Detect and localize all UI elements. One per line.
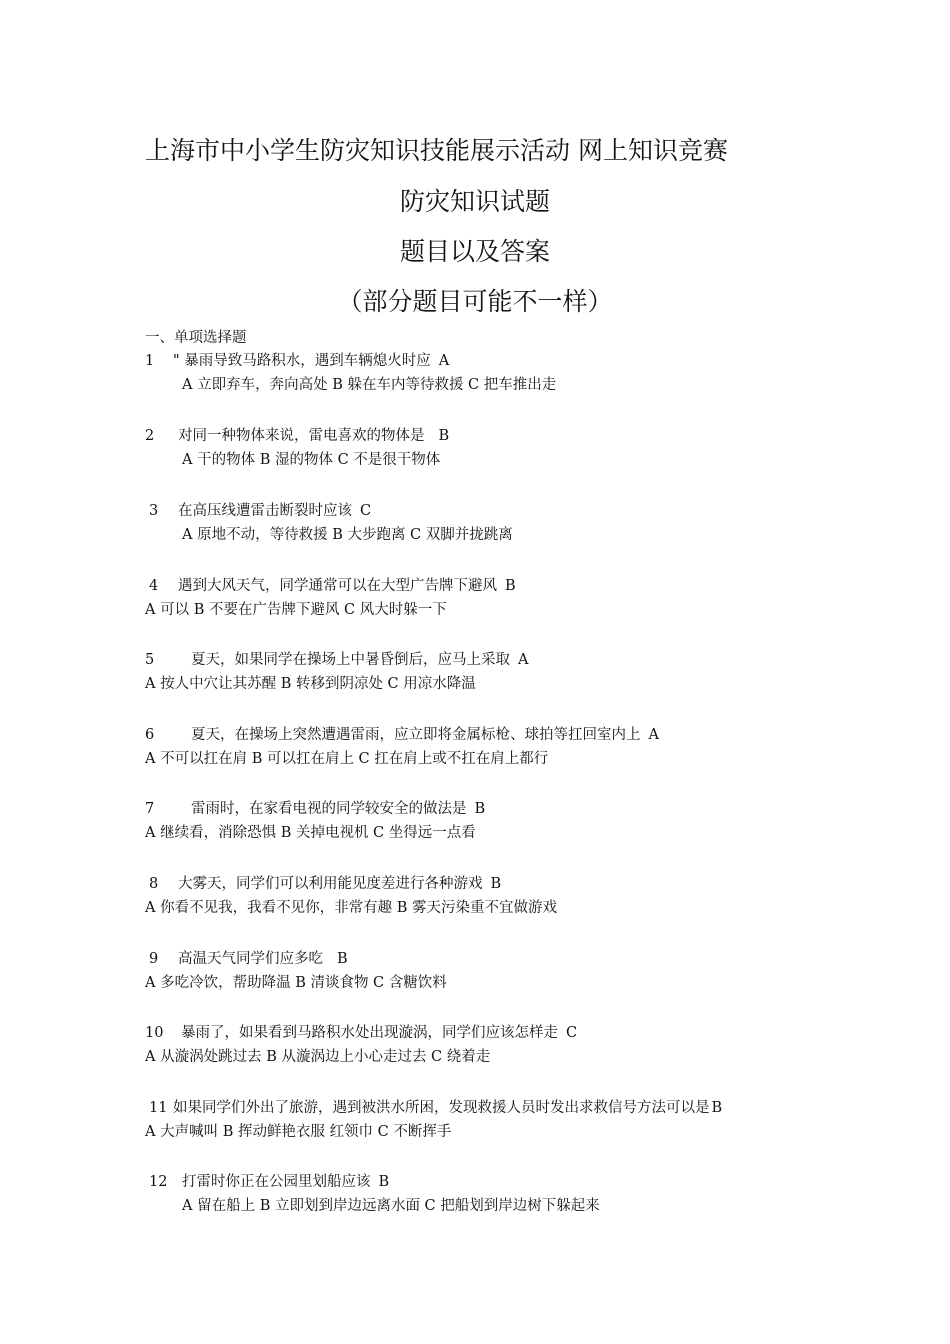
options-line: A 原地不动，等待救援 B 大步跑离 C 双脚并拢跳离 <box>182 527 513 543</box>
options-line: A 大声喊叫 B 挥动鲜艳衣服 红领巾 C 不断挥手 <box>145 1124 452 1140</box>
question-line <box>145 798 485 820</box>
options-line: A 可以 B 不要在广告牌下避风 C 风大时躲一下 <box>145 602 447 618</box>
answer-letter: B <box>474 801 486 817</box>
question-line <box>149 575 516 597</box>
question-line <box>149 948 348 970</box>
options-line: A 按人中穴让其苏醒 B 转移到阴凉处 C 用凉水降温 <box>145 676 476 692</box>
question-number: 9 <box>149 951 159 967</box>
answer-letter: B <box>378 1174 390 1190</box>
section-heading: 一、单项选择题 <box>145 330 247 346</box>
answer-letter: B <box>711 1100 723 1116</box>
answer-letter: B <box>505 578 516 594</box>
question-text: " 暴雨导致马路积水，遇到车辆熄火时应 <box>173 353 431 369</box>
question-text: 高温天气同学们应多吃 <box>178 951 323 967</box>
question-text: 遇到大风天气，同学通常可以在大型广告牌下避风 <box>178 578 497 594</box>
question-line <box>145 1022 577 1044</box>
question-2 <box>0 425 950 481</box>
title-line-2: 防灾知识试题 <box>399 187 550 216</box>
question-10 <box>0 1022 950 1078</box>
question-number: 10 <box>145 1025 164 1041</box>
title-line-4: （部分题目可能不一样） <box>337 287 613 316</box>
question-number: 12 <box>149 1174 168 1190</box>
title-line-1: 上海市中小学生防灾知识技能展示活动 网上知识竞赛 <box>145 136 728 165</box>
question-text: 暴雨了，如果看到马路积水处出现漩涡，同学们应该怎样走 <box>181 1025 558 1041</box>
question-number: 8 <box>149 876 159 892</box>
question-number: 11 <box>149 1100 168 1116</box>
question-line <box>149 1171 389 1193</box>
answer-letter: A <box>438 353 450 369</box>
answer-letter: C <box>566 1025 578 1041</box>
question-text: 夏天，如果同学在操场上中暑昏倒后，应马上采取 <box>191 652 510 668</box>
question-text: 如果同学们外出了旅游，遇到被洪水所困，发现救援人员时发出求救信号方法可以是 <box>173 1100 710 1116</box>
answer-letter: B <box>337 951 348 967</box>
options-line: A 不可以扛在肩 B 可以扛在肩上 C 扛在肩上或不扛在肩上都行 <box>145 751 549 767</box>
question-3 <box>0 500 950 556</box>
options-line: A 留在船上 B 立即划到岸边远离水面 C 把船划到岸边树下躲起来 <box>182 1198 600 1214</box>
question-7 <box>0 798 950 854</box>
options-line: A 你看不见我，我看不见你，非常有趣 B 雾天污染重不宜做游戏 <box>145 900 557 916</box>
question-text: 打雷时你正在公园里划船应该 <box>182 1174 371 1190</box>
question-text: 在高压线遭雷击断裂时应该 <box>178 503 352 519</box>
question-text: 对同一种物体来说，雷电喜欢的物体是 <box>178 428 425 444</box>
question-4 <box>0 575 950 631</box>
question-6 <box>0 724 950 780</box>
options-line: A 继续看，消除恐惧 B 关掉电视机 C 坐得远一点看 <box>145 825 476 841</box>
question-line <box>145 649 528 671</box>
question-number: 6 <box>145 727 155 743</box>
options-line: A 立即弃车，奔向高处 B 躲在车内等待救援 C 把车推出走 <box>182 377 557 393</box>
question-8 <box>0 873 950 929</box>
question-number: 3 <box>149 503 159 519</box>
question-number: 4 <box>149 578 159 594</box>
question-number: 5 <box>145 652 155 668</box>
question-number: 7 <box>145 801 155 817</box>
question-12 <box>0 1171 950 1227</box>
question-number: 2 <box>145 428 155 444</box>
title-line-3: 题目以及答案 <box>399 237 550 266</box>
question-line <box>149 500 371 522</box>
answer-letter: A <box>648 727 659 743</box>
question-text: 夏天，在操场上突然遭遇雷雨，应立即将金属标枪、球拍等扛回室内上 <box>191 727 641 743</box>
answer-letter: A <box>518 652 529 668</box>
options-line: A 干的物体 B 湿的物体 C 不是很干物体 <box>182 452 441 468</box>
question-line <box>149 873 501 895</box>
answer-letter: B <box>490 876 502 892</box>
answer-letter: C <box>360 503 372 519</box>
question-5 <box>0 649 950 705</box>
question-text: 大雾天，同学们可以利用能见度差进行各种游戏 <box>178 876 483 892</box>
question-line <box>145 724 659 746</box>
options-line: A 从漩涡处跳过去 B 从漩涡边上小心走过去 C 绕着走 <box>145 1049 491 1065</box>
question-line <box>145 350 449 372</box>
question-text: 雷雨时，在家看电视的同学较安全的做法是 <box>191 801 467 817</box>
answer-letter: B <box>438 428 450 444</box>
question-line <box>149 1097 722 1119</box>
question-11 <box>0 1097 950 1153</box>
question-9 <box>0 948 950 1004</box>
options-line: A 多吃冷饮，帮助降温 B 清谈食物 C 含糖饮料 <box>145 975 447 991</box>
question-line <box>145 425 449 447</box>
question-number: 1 <box>145 353 155 369</box>
question-1 <box>0 350 950 406</box>
